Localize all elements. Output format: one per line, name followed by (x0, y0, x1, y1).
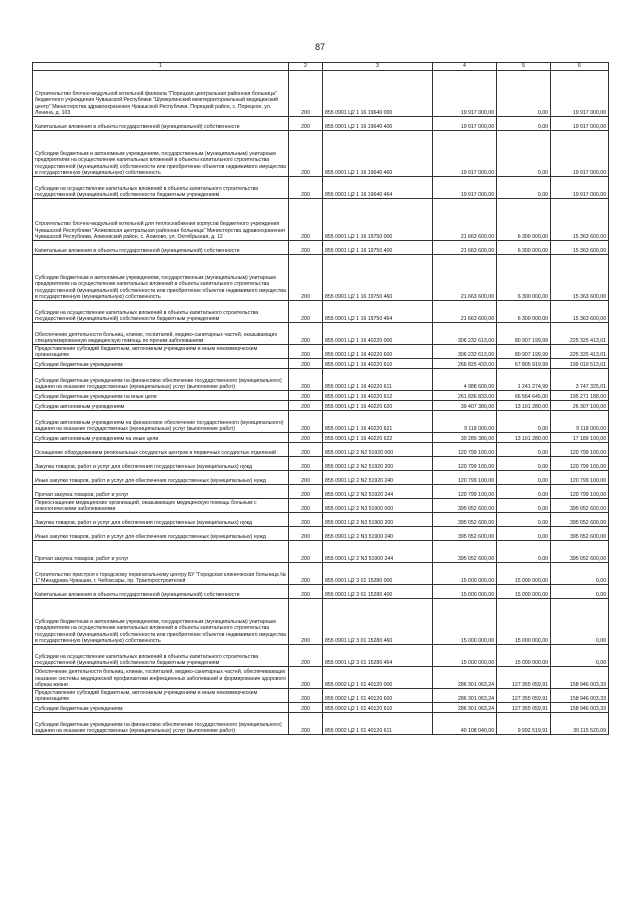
row-amount-1-cell: 19 917 000,00 (433, 117, 497, 131)
table-row (33, 541, 609, 563)
table-row (33, 471, 609, 485)
table-row (33, 689, 609, 703)
row-code-cell: 200 (289, 199, 323, 241)
row-amount-1-cell: 30 289 380,00 (433, 433, 497, 443)
row-amount-1-cell: 21 663 600,00 (433, 199, 497, 241)
row-name-cell: Закупка товаров, работ и услуг для обеспечения государственных (муниципальных) нужд (33, 457, 289, 471)
row-name-cell: Иные закупки товаров, работ и услуг для обеспечения государственных (муниципальных) нужд (33, 471, 289, 485)
row-classifier-cell: 855 0901 Ц2 1 16 40220 600 (323, 345, 433, 359)
row-amount-3-cell: 120 799 100,00 (551, 471, 609, 485)
row-amount-2-cell: 6 300 000,00 (497, 255, 551, 301)
row-amount-3-cell: 19 917 000,00 (551, 117, 609, 131)
row-amount-3-cell: 19 917 000,00 (551, 177, 609, 199)
row-name-cell: Оснащение оборудованием региональных сосудистых центров и первичных сосудистых отделений (33, 443, 289, 457)
row-amount-1-cell: 261 836 833,00 (433, 391, 497, 401)
row-amount-1-cell: 39 407 380,00 (433, 401, 497, 411)
row-code-cell: 200 (289, 585, 323, 599)
row-name-cell: Субсидии бюджетным учреждениям (33, 703, 289, 713)
row-amount-1-cell: 15 000 000,00 (433, 645, 497, 667)
row-name-cell: Строительство блочно-модульной котельной филиала "Порецкая центральная районная больница" бюджетного учреждения Чувашской Республики "Шумерлинский межтерриториальный медицинский центр" Министерства здравоохранения Чувашской Республики, Порецкий район, с. Порецкое, ул. Ленина, д. 103 (33, 71, 289, 117)
column-header: 2 (289, 63, 323, 71)
page-number: 87 (314, 42, 325, 52)
row-name-cell: Субсидии бюджетным учреждениям на финансовое обеспечение государственного (муниципального) задания на оказание государственных (муниципальных) услуг (выполнение работ) (33, 369, 289, 391)
row-amount-2-cell: 0,00 (497, 457, 551, 471)
table-row (33, 563, 609, 585)
row-amount-2-cell: 0,00 (497, 131, 551, 177)
row-code-cell: 200 (289, 703, 323, 713)
row-code-cell: 200 (289, 301, 323, 323)
table-row (33, 241, 609, 255)
row-amount-2-cell: 0,00 (497, 471, 551, 485)
row-name-cell: Субсидии бюджетным учреждениям на финансовое обеспечение государственного (муниципального) задания на оказание государственных (муниципальных) услуг (выполнение работ) (33, 713, 289, 735)
column-header: 6 (551, 63, 609, 71)
row-amount-3-cell: 120 799 100,00 (551, 457, 609, 471)
row-amount-3-cell: 0,00 (551, 599, 609, 645)
column-header: 5 (497, 63, 551, 71)
table-row (33, 645, 609, 667)
table-row (33, 391, 609, 401)
row-code-cell: 200 (289, 541, 323, 563)
row-amount-3-cell: 26 307 100,00 (551, 401, 609, 411)
row-code-cell: 200 (289, 411, 323, 433)
row-name-cell: Капитальные вложения в объекты государственной (муниципальной) собственности (33, 241, 289, 255)
row-name-cell: Субсидии на осуществление капитальных вложений в объекты капитального строительства государственной (муниципальной) собственности бюджетным учреждениям (33, 301, 289, 323)
row-amount-2-cell: 9 992 519,91 (497, 713, 551, 735)
row-code-cell: 200 (289, 255, 323, 301)
row-name-cell: Капитальные вложения в объекты государственной (муниципальной) собственности (33, 117, 289, 131)
row-name-cell: Субсидии на осуществление капитальных вложений в объекты капитального строительства государственной (муниципальной) собственности бюджетным учреждениям (33, 177, 289, 199)
row-code-cell: 200 (289, 241, 323, 255)
row-classifier-cell: 855 0901 Ц2 1 16 19640 000 (323, 71, 433, 117)
row-amount-1-cell: 4 988 600,00 (433, 369, 497, 391)
row-classifier-cell: 855 0902 Ц2 1 01 40120 610 (323, 703, 433, 713)
row-amount-1-cell: 19 917 000,00 (433, 177, 497, 199)
row-code-cell: 200 (289, 499, 323, 513)
row-amount-2-cell: 15 000 000,00 (497, 599, 551, 645)
row-name-cell: Субсидии автономным учреждениям на финансовое обеспечение государственного (муниципального) задания на оказание государственных (муниципальных) услуг (выполнение работ) (33, 411, 289, 433)
table-row (33, 703, 609, 713)
row-amount-2-cell: 0,00 (497, 71, 551, 117)
row-classifier-cell: 855 0901 Ц2 1 16 40220 000 (323, 323, 433, 345)
table-row (33, 527, 609, 541)
row-classifier-cell: 855 0901 Ц2 2 N3 51900 244 (323, 541, 433, 563)
row-classifier-cell: 855 0901 Ц2 1 16 19640 460 (323, 131, 433, 177)
row-amount-1-cell: 15 000 000,00 (433, 599, 497, 645)
row-classifier-cell: 855 0901 Ц2 3 01 15280 464 (323, 645, 433, 667)
row-code-cell: 200 (289, 667, 323, 689)
row-amount-2-cell: 127 355 059,91 (497, 703, 551, 713)
row-name-cell: Прочая закупка товаров, работ и услуг (33, 485, 289, 499)
row-amount-1-cell: 395 052 600,00 (433, 527, 497, 541)
row-amount-1-cell: 120 799 100,00 (433, 443, 497, 457)
row-name-cell: Переоснащение медицинских организаций, оказывающих медицинскую помощь больным с онкологическими заболеваниями (33, 499, 289, 513)
row-amount-1-cell: 120 799 100,00 (433, 485, 497, 499)
column-header: 1 (33, 63, 289, 71)
row-amount-1-cell: 9 118 000,00 (433, 411, 497, 433)
row-code-cell: 200 (289, 391, 323, 401)
table-row (33, 499, 609, 513)
row-amount-3-cell: 395 052 600,00 (551, 499, 609, 513)
row-name-cell: Субсидии бюджетным и автономным учреждениям, государственным (муниципальным) унитарным предприятиям на осуществление капитальных вложений в объекты капитального строительства государственной (муниципальной) собственности или приобретение объектов недвижимого имущества в государственную (муниципальную) собственность (33, 255, 289, 301)
column-header: 4 (433, 63, 497, 71)
row-amount-2-cell: 6 300 000,00 (497, 301, 551, 323)
row-code-cell: 200 (289, 359, 323, 369)
row-code-cell: 200 (289, 345, 323, 359)
row-amount-1-cell: 286 301 063,24 (433, 667, 497, 689)
row-code-cell: 200 (289, 71, 323, 117)
row-amount-1-cell: 395 052 600,00 (433, 541, 497, 563)
row-amount-1-cell: 286 301 063,24 (433, 689, 497, 703)
row-code-cell: 200 (289, 513, 323, 527)
row-name-cell: Предоставление субсидий бюджетным, автономным учреждениям и иным некоммерческим организациям (33, 345, 289, 359)
row-amount-2-cell: 15 000 000,00 (497, 563, 551, 585)
row-amount-3-cell: 0,00 (551, 563, 609, 585)
row-code-cell: 200 (289, 401, 323, 411)
row-name-cell: Субсидии автономным учреждениям (33, 401, 289, 411)
table-row (33, 411, 609, 433)
row-classifier-cell: 855 0901 Ц2 1 16 40220 622 (323, 433, 433, 443)
table-row (33, 513, 609, 527)
row-amount-1-cell: 15 000 000,00 (433, 563, 497, 585)
table-header-row (33, 63, 609, 71)
row-amount-3-cell: 15 363 600,00 (551, 241, 609, 255)
row-amount-3-cell: 225 325 413,01 (551, 345, 609, 359)
row-classifier-cell: 855 0901 Ц2 1 16 19750 000 (323, 199, 433, 241)
row-code-cell: 200 (289, 713, 323, 735)
row-code-cell: 200 (289, 527, 323, 541)
row-amount-2-cell: 67 805 919,99 (497, 359, 551, 369)
row-amount-1-cell: 19 917 000,00 (433, 131, 497, 177)
row-classifier-cell: 855 0902 Ц2 1 01 40120 611 (323, 713, 433, 735)
row-amount-2-cell: 15 000 000,00 (497, 645, 551, 667)
row-classifier-cell: 855 0901 Ц2 1 16 19750 460 (323, 255, 433, 301)
row-name-cell: Субсидии на осуществление капитальных вложений в объекты капитального строительства государственной (муниципальной) собственности бюджетным учреждениям (33, 645, 289, 667)
row-amount-3-cell: 199 019 513,01 (551, 359, 609, 369)
table-row (33, 323, 609, 345)
row-code-cell: 200 (289, 177, 323, 199)
row-amount-1-cell: 19 917 000,00 (433, 71, 497, 117)
row-name-cell: Субсидии бюджетным учреждениям (33, 359, 289, 369)
row-name-cell: Строительство блочно-модульной котельной для теплоснабжения корпусов бюджетного учреждения Чувашской Республики "Аликовская центральная районная больница" Министерства здравоохранения Чувашской Республики, Аликовский район, с. Аликово, ул. Октябрьская, д. 12 (33, 199, 289, 241)
row-amount-2-cell: 0,00 (497, 527, 551, 541)
row-amount-1-cell: 21 663 600,00 (433, 301, 497, 323)
row-amount-3-cell: 158 946 003,33 (551, 689, 609, 703)
row-code-cell: 200 (289, 689, 323, 703)
row-amount-1-cell: 15 000 000,00 (433, 585, 497, 599)
row-classifier-cell: 855 0901 Ц2 1 16 19640 464 (323, 177, 433, 199)
row-code-cell: 200 (289, 599, 323, 645)
row-classifier-cell: 855 0901 Ц2 3 01 15280 000 (323, 563, 433, 585)
row-amount-3-cell: 225 325 413,01 (551, 323, 609, 345)
row-amount-2-cell: 0,00 (497, 177, 551, 199)
row-classifier-cell: 855 0901 Ц2 2 N2 51920 200 (323, 457, 433, 471)
row-amount-3-cell: 15 363 600,00 (551, 301, 609, 323)
row-amount-2-cell: 66 564 645,00 (497, 391, 551, 401)
row-name-cell: Капитальные вложения в объекты государственной (муниципальной) собственности (33, 585, 289, 599)
table-row (33, 359, 609, 369)
row-amount-2-cell: 80 907 199,99 (497, 323, 551, 345)
table-row (33, 345, 609, 359)
row-amount-2-cell: 6 300 000,00 (497, 241, 551, 255)
row-amount-2-cell: 13 101 280,00 (497, 401, 551, 411)
row-classifier-cell: 855 0901 Ц2 1 16 19640 400 (323, 117, 433, 131)
table-row (33, 131, 609, 177)
row-classifier-cell: 855 0902 Ц2 1 01 40120 600 (323, 689, 433, 703)
row-amount-3-cell: 30 115 520,09 (551, 713, 609, 735)
row-amount-1-cell: 21 663 600,00 (433, 255, 497, 301)
row-amount-2-cell: 0,00 (497, 485, 551, 499)
row-classifier-cell: 855 0901 Ц2 1 16 19750 400 (323, 241, 433, 255)
row-classifier-cell: 855 0901 Ц2 1 16 40220 612 (323, 391, 433, 401)
row-code-cell: 200 (289, 443, 323, 457)
row-amount-3-cell: 395 052 600,00 (551, 527, 609, 541)
row-amount-1-cell: 120 799 100,00 (433, 471, 497, 485)
table-row (33, 599, 609, 645)
table-row (33, 177, 609, 199)
row-amount-2-cell: 0,00 (497, 443, 551, 457)
table-row (33, 443, 609, 457)
table-row (33, 369, 609, 391)
row-code-cell: 200 (289, 131, 323, 177)
row-classifier-cell: 855 0901 Ц2 2 N3 51900 240 (323, 527, 433, 541)
row-amount-1-cell: 120 799 100,00 (433, 457, 497, 471)
row-name-cell: Обеспечение деятельности больниц, клиник, госпиталей, медико-санитарных частей, оказывающих специализированную медицинскую помощь по прочим заболеваниям (33, 323, 289, 345)
row-amount-2-cell: 0,00 (497, 513, 551, 527)
row-amount-3-cell: 0,00 (551, 645, 609, 667)
row-amount-2-cell: 0,00 (497, 541, 551, 563)
row-amount-1-cell: 395 052 600,00 (433, 499, 497, 513)
table-row (33, 255, 609, 301)
row-amount-2-cell: 6 300 000,00 (497, 199, 551, 241)
row-code-cell: 200 (289, 369, 323, 391)
table-row (33, 301, 609, 323)
row-name-cell: Прочая закупка товаров, работ и услуг (33, 541, 289, 563)
row-code-cell: 200 (289, 471, 323, 485)
row-amount-2-cell: 0,00 (497, 117, 551, 131)
row-amount-1-cell: 266 825 433,00 (433, 359, 497, 369)
row-amount-2-cell: 127 355 059,91 (497, 689, 551, 703)
row-classifier-cell: 855 0901 Ц2 1 16 19750 464 (323, 301, 433, 323)
row-amount-3-cell: 120 799 100,00 (551, 443, 609, 457)
table-row (33, 667, 609, 689)
row-amount-3-cell: 395 052 600,00 (551, 541, 609, 563)
row-name-cell: Обеспечение деятельности больниц, клиник, госпиталей, медико-санитарных частей, обеспечивающих оказание системы медицинской профилактики инфекционных заболеваний и формирование здорового образа жизни (33, 667, 289, 689)
budget-table (32, 62, 609, 735)
row-code-cell: 200 (289, 433, 323, 443)
row-classifier-cell: 855 0901 Ц2 1 16 40220 610 (323, 359, 433, 369)
table-row (33, 117, 609, 131)
row-name-cell: Субсидии бюджетным учреждениям на иные цели (33, 391, 289, 401)
row-amount-3-cell: 15 363 600,00 (551, 199, 609, 241)
row-name-cell: Субсидии бюджетным и автономным учреждениям, государственным (муниципальным) унитарным предприятиям на осуществление капитальных вложений в объекты капитального строительства государственной (муниципальной) собственности или приобретение объектов недвижимого имущества в государственную (муниципальную) собственность (33, 599, 289, 645)
table-row (33, 71, 609, 117)
row-amount-1-cell: 395 052 600,00 (433, 513, 497, 527)
row-classifier-cell: 855 0901 Ц2 3 01 15280 400 (323, 585, 433, 599)
table-row (33, 199, 609, 241)
row-amount-3-cell: 395 052 600,00 (551, 513, 609, 527)
row-name-cell: Строительство пристроя к городскому перинатальному центру БУ "Городская клиническая больница № 1" Минздрава Чувашии, г. Чебоксары, пр. Тракторостроителей (33, 563, 289, 585)
row-classifier-cell: 855 0901 Ц2 1 16 40220 621 (323, 411, 433, 433)
row-classifier-cell: 855 0901 Ц2 2 N2 51920 240 (323, 471, 433, 485)
row-amount-1-cell: 306 232 613,00 (433, 323, 497, 345)
table-row (33, 485, 609, 499)
column-header: 3 (323, 63, 433, 71)
row-classifier-cell: 855 0901 Ц2 2 N3 51900 200 (323, 513, 433, 527)
row-classifier-cell: 855 0901 Ц2 2 N2 51920 244 (323, 485, 433, 499)
row-amount-1-cell: 286 301 063,24 (433, 703, 497, 713)
row-amount-2-cell: 13 101 280,00 (497, 433, 551, 443)
row-name-cell: Закупка товаров, работ и услуг для обеспечения государственных (муниципальных) нужд (33, 513, 289, 527)
row-amount-3-cell: 120 799 100,00 (551, 485, 609, 499)
row-amount-3-cell: 19 917 000,00 (551, 71, 609, 117)
row-code-cell: 200 (289, 323, 323, 345)
row-amount-2-cell: 1 241 274,99 (497, 369, 551, 391)
row-classifier-cell: 855 0902 Ц2 1 01 40120 000 (323, 667, 433, 689)
row-name-cell: Субсидии автономным учреждениям на иные цели (33, 433, 289, 443)
row-code-cell: 200 (289, 117, 323, 131)
row-name-cell: Предоставление субсидий бюджетным, автономным учреждениям и иным некоммерческим организациям (33, 689, 289, 703)
row-amount-2-cell: 0,00 (497, 411, 551, 433)
row-classifier-cell: 855 0901 Ц2 1 16 40220 611 (323, 369, 433, 391)
row-amount-3-cell: 15 363 600,00 (551, 255, 609, 301)
table-row (33, 401, 609, 411)
row-classifier-cell: 855 0901 Ц2 2 N2 51920 000 (323, 443, 433, 457)
row-amount-2-cell: 0,00 (497, 499, 551, 513)
row-classifier-cell: 855 0901 Ц2 2 N3 51900 000 (323, 499, 433, 513)
row-amount-2-cell: 127 355 059,91 (497, 667, 551, 689)
table-row (33, 457, 609, 471)
row-amount-3-cell: 3 747 325,01 (551, 369, 609, 391)
row-amount-3-cell: 19 917 000,00 (551, 131, 609, 177)
row-amount-3-cell: 0,00 (551, 585, 609, 599)
row-amount-1-cell: 21 663 600,00 (433, 241, 497, 255)
row-amount-2-cell: 15 000 000,00 (497, 585, 551, 599)
row-code-cell: 200 (289, 485, 323, 499)
row-amount-1-cell: 40 108 040,00 (433, 713, 497, 735)
row-amount-3-cell: 9 118 000,00 (551, 411, 609, 433)
table-row (33, 585, 609, 599)
row-amount-3-cell: 158 946 003,33 (551, 703, 609, 713)
row-code-cell: 200 (289, 563, 323, 585)
row-code-cell: 200 (289, 457, 323, 471)
row-code-cell: 200 (289, 645, 323, 667)
row-amount-3-cell: 195 271 188,00 (551, 391, 609, 401)
row-amount-1-cell: 306 232 613,00 (433, 345, 497, 359)
row-classifier-cell: 855 0901 Ц2 3 01 15280 460 (323, 599, 433, 645)
table-row (33, 433, 609, 443)
row-amount-3-cell: 17 189 100,00 (551, 433, 609, 443)
row-classifier-cell: 855 0901 Ц2 1 16 40220 620 (323, 401, 433, 411)
row-name-cell: Субсидии бюджетным и автономным учреждениям, государственным (муниципальным) унитарным предприятиям на осуществление капитальных вложений в объекты капитального строительства государственной (муниципальной) собственности или приобретение объектов недвижимого имущества в государственную (муниципальную) собственность (33, 131, 289, 177)
row-amount-2-cell: 80 907 199,99 (497, 345, 551, 359)
row-name-cell: Иные закупки товаров, работ и услуг для обеспечения государственных (муниципальных) нужд (33, 527, 289, 541)
table-row (33, 713, 609, 735)
row-amount-3-cell: 158 946 003,33 (551, 667, 609, 689)
